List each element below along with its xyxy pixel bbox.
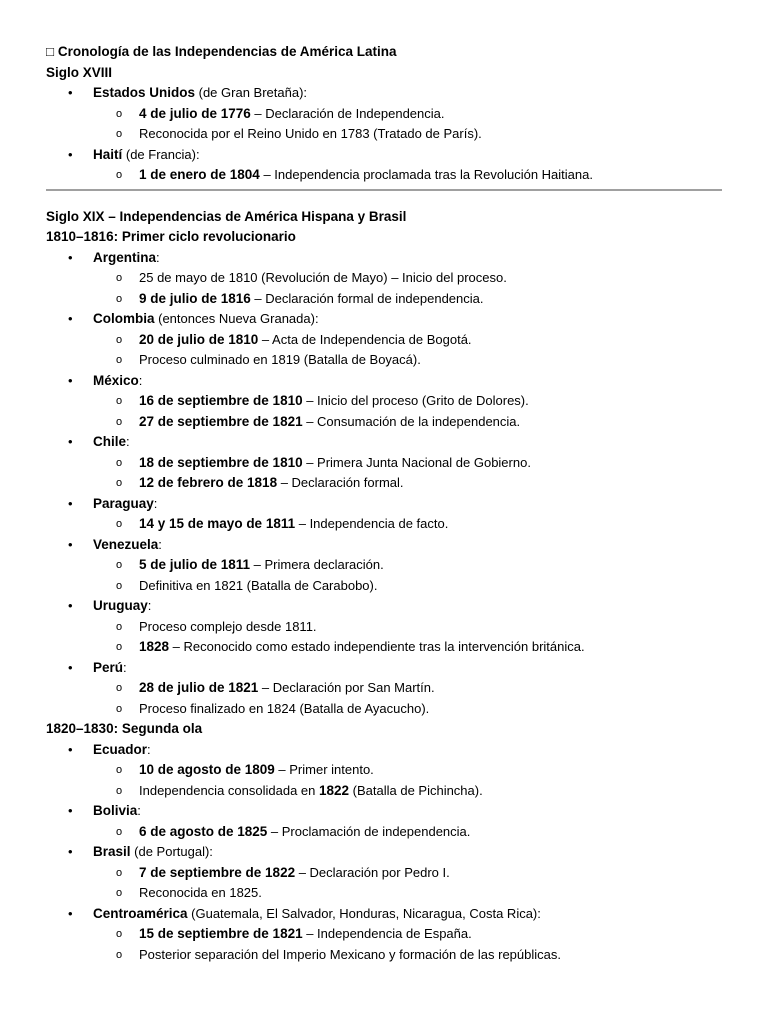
country-name: Ecuador [93,741,148,757]
country-item: • Venezuela: [46,535,722,556]
country-name: México [93,372,139,388]
event-item: o Definitiva en 1821 (Batalla de Carabobo). [46,576,722,597]
bullet-marker: • [68,249,73,265]
bullet-marker: • [68,85,73,100]
sub-bullet-marker: o [116,702,123,715]
event-item: o 12 de febrero de 1818 – Declaración formal. [46,473,722,494]
sub-bullet-marker: o [116,928,123,940]
country-item: • Ecuador: [46,740,722,761]
country-name: Uruguay [93,598,148,613]
event-item: o Reconocida por el Reino Unido en 1783 (Tratado de París). [46,124,722,145]
event-item: o 6 de agosto de 1825 – Proclamación de independencia. [46,822,722,843]
event-item: o 20 de julio de 1810 – Acta de Independencia de Bogotá. [46,330,722,351]
event-item: o 1828 – Reconocido como estado independiente tras la intervención británica. [46,637,722,658]
event-item: o 10 de agosto de 1809 – Primer intento. [46,760,722,781]
sub-bullet-marker: o [116,579,123,592]
country-item: • Haití (de Francia): [46,145,722,166]
country-item: • Brasil (de Portugal): [46,842,722,863]
document-body [46,42,722,965]
event-item: o 4 de julio de 1776 – Declaración de Independencia. [46,104,722,125]
country-item: • Bolivia: [46,801,722,822]
bullet-marker: • [68,741,73,757]
event-item: o 25 de mayo de 1810 (Revolución de Mayo) – Inicio del proceso. [46,268,722,289]
sub-bullet-marker: o [116,415,123,428]
subsection-heading: 1810–1816: Primer ciclo revolucionario [46,229,296,244]
section-heading-18: Siglo XVIII [46,64,113,80]
country-name: Perú [93,659,124,675]
country-item: • Perú: [46,658,722,679]
subsection-heading: 1820–1830: Segunda ola [46,721,203,736]
event-item: o 18 de septiembre de 1810 – Primera Junta Nacional de Gobierno. [46,453,722,474]
country-item: • Chile: [46,432,722,453]
country-name: Bolivia [93,803,138,818]
sub-bullet-marker: o [116,395,123,407]
event-item: o Reconocida en 1825. [46,883,722,904]
country-name: Haití [93,146,123,162]
sub-bullet-marker: o [116,559,123,571]
sub-bullet-marker: o [116,169,123,181]
country-item: • Centroamérica (Guatemala, El Salvador, Honduras, Nicaragua, Costa Rica): [46,904,722,925]
bullet-marker: • [68,536,73,552]
sub-bullet-marker: o [116,948,123,961]
document-title: □ Cronología de las Independencias de América Latina [46,44,397,59]
sub-bullet-marker: o [116,272,123,284]
bullet-marker: • [68,146,73,162]
horizontal-divider [46,189,722,191]
event-item: o 16 de septiembre de 1810 – Inicio del proceso (Grito de Dolores). [46,391,722,412]
bullet-marker: • [68,434,73,449]
bullet-marker: • [68,598,73,613]
event-item: o 28 de julio de 1821 – Declaración por San Martín. [46,678,722,699]
event-item: o Proceso finalizado en 1824 (Batalla de Ayacucho). [46,699,722,720]
bullet-marker: • [68,372,73,388]
country-name: Colombia [93,311,155,326]
country-item: • Argentina: [46,248,722,269]
sub-bullet-marker: o [116,333,123,346]
sub-bullet-marker: o [116,456,123,469]
bullet-marker: • [68,311,73,326]
country-name: Argentina [93,249,157,265]
sub-bullet-marker: o [116,292,123,305]
country-name: Paraguay [93,495,154,511]
bullet-marker: • [68,844,73,859]
country-item: • Colombia (entonces Nueva Granada): [46,309,722,330]
sub-bullet-marker: o [116,354,123,366]
sub-bullet-marker: o [116,477,123,489]
sub-bullet-marker: o [116,641,123,653]
sub-bullet-marker: o [116,128,123,140]
sub-bullet-marker: o [116,682,123,694]
event-item: o Proceso culminado en 1819 (Batalla de Boyacá). [46,350,722,371]
event-item: o Posterior separación del Imperio Mexicano y formación de las repúblicas. [46,945,722,966]
event-item: o 7 de septiembre de 1822 – Declaración por Pedro I. [46,863,722,884]
sub-bullet-marker: o [116,825,123,838]
section-heading-19: Siglo XIX – Independencias de América Hispana y Brasil [46,208,407,224]
event-item: o 9 de julio de 1816 – Declaración formal de independencia. [46,289,722,310]
event-item: o 1 de enero de 1804 – Independencia proclamada tras la Revolución Haitiana. [46,165,722,186]
event-item: o Independencia consolidada en 1822 (Batalla de Pichincha). [46,781,722,802]
event-item: o 27 de septiembre de 1821 – Consumación de la independencia. [46,412,722,433]
bullet-marker: • [68,905,73,921]
country-item: • Uruguay: [46,596,722,617]
bullet-marker: • [68,495,73,511]
sub-bullet-marker: o [116,764,123,776]
bullet-marker: • [68,803,73,818]
event-item: o Proceso complejo desde 1811. [46,617,722,638]
country-name: Brasil [93,844,131,859]
country-name: Centroamérica [93,905,188,921]
event-item: o 15 de septiembre de 1821 – Independencia de España. [46,924,722,945]
sub-bullet-marker: o [116,887,123,899]
sub-bullet-marker: o [116,107,123,120]
bullet-marker: • [68,659,73,675]
sub-bullet-marker: o [116,784,123,797]
event-item: o 14 y 15 de mayo de 1811 – Independencia de facto. [46,514,722,535]
sub-bullet-marker: o [116,866,123,879]
event-item: o 5 de julio de 1811 – Primera declaración. [46,555,722,576]
country-name: Estados Unidos [93,85,196,100]
country-name: Chile [93,434,127,449]
country-item: • Paraguay: [46,494,722,515]
country-item: • México: [46,371,722,392]
sub-bullet-marker: o [116,620,123,633]
country-name: Venezuela [93,536,159,552]
sub-bullet-marker: o [116,518,123,530]
country-item: • Estados Unidos (de Gran Bretaña): [46,83,722,104]
